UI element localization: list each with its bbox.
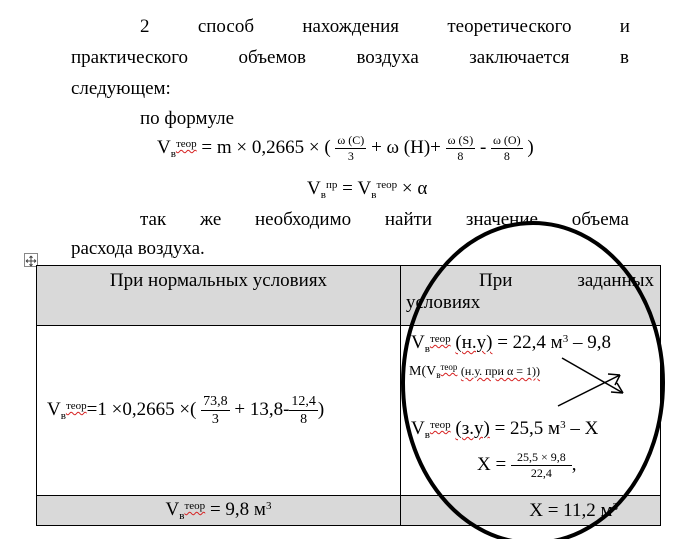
word: необходимо (254, 209, 352, 230)
formula-v: V (157, 136, 171, 158)
formula-part: – 9,8 (572, 332, 611, 353)
formula-sup: теор (65, 399, 87, 412)
word: способ (197, 16, 254, 37)
word: практического (71, 47, 189, 68)
word: объемов (238, 47, 306, 68)
formula-v: V (47, 398, 61, 420)
highlight-circle (403, 223, 663, 539)
formula-sup: теор (440, 362, 458, 372)
formula-part: = 25,5 м (494, 418, 561, 439)
word: в (620, 47, 629, 68)
formula-sub: в (320, 189, 326, 201)
denominator: 3 (347, 149, 354, 163)
formula-v: V (411, 332, 425, 353)
formula-mid: + ω (H)+ (371, 136, 441, 158)
formula-part: X = 11,2 м (529, 499, 613, 521)
numerator: ω (O) (493, 133, 521, 147)
formula-v: V (165, 499, 180, 520)
word: 2 (140, 16, 150, 37)
numerator: 12,4 (291, 394, 316, 409)
formula-sup: теор (429, 419, 451, 431)
word: и (619, 16, 630, 37)
formula-sup: теор (376, 179, 398, 191)
formula-sup: теор (175, 137, 197, 150)
formula-part: , (571, 453, 577, 475)
numerator: ω (S) (447, 133, 474, 147)
paragraph-line-3: следующем: (71, 78, 171, 99)
formula-part: – X (570, 418, 599, 439)
numerator: ω (C) (337, 133, 365, 147)
formula-part: (н.у. при α = 1)) (460, 364, 541, 378)
paragraph-line-4: по формуле (140, 108, 235, 129)
word: При (479, 270, 513, 291)
formula-sub: в (424, 429, 430, 441)
formula-exp: 3 (560, 419, 566, 431)
formula-sub: в (60, 409, 66, 422)
word: воздуха (356, 47, 419, 68)
paragraph2-line-2: расхода воздуха. (71, 238, 205, 259)
denominator: 8 (300, 412, 308, 427)
word: теоретического (447, 16, 572, 37)
word: так (140, 209, 167, 230)
word: значение (465, 209, 538, 230)
denominator: 22,4 (530, 466, 552, 480)
denominator: 8 (503, 149, 510, 163)
formula-nu: (н.у) (455, 332, 493, 353)
formula-sup: пр (325, 179, 338, 191)
word: же (199, 209, 222, 230)
formula-minus: - (479, 136, 487, 158)
formula-exp: 3 (265, 500, 272, 512)
formula-sup: теор (184, 500, 206, 512)
header-right-line2: условиях (406, 292, 481, 313)
formula-part: ) (317, 398, 325, 420)
formula-sup: теор (429, 333, 451, 345)
formula-exp: 3 (562, 333, 569, 345)
word: найти (384, 209, 433, 230)
denominator: 3 (211, 412, 219, 427)
formula-sub: в (179, 510, 185, 522)
word: нахождения (302, 16, 400, 37)
formula-part: = 9,8 м (209, 499, 266, 520)
formula-eq: = m × 0,2665 × ( (201, 136, 331, 158)
denominator: 8 (457, 149, 464, 163)
word: заключается (469, 47, 570, 68)
formula-part: + 13,8- (234, 398, 290, 420)
formula-part: =1 ×0,2665 ×( (86, 398, 197, 420)
formula-part: X = (477, 453, 507, 475)
numerator: 25,5 × 9,8 (511, 450, 572, 466)
formula-sub: в (424, 343, 430, 355)
numerator: 73,8 (203, 394, 228, 409)
word: объема (571, 209, 629, 230)
header-left-text: При нормальных условиях (109, 270, 328, 291)
cross-arrows-icon (558, 358, 623, 406)
formula-exp: 3 (612, 500, 618, 513)
formula-v: V (411, 418, 425, 439)
formula-part: = 22,4 м (497, 332, 563, 353)
formula-m: M(V (409, 364, 437, 379)
formula-tail: × α (401, 178, 428, 199)
formula-zu: (з.у) (455, 418, 490, 439)
word: заданных (577, 270, 654, 291)
formula-sub: в (371, 189, 377, 201)
formula-sub: в (170, 147, 176, 160)
formula-close: ) (527, 136, 534, 158)
formula-sub: в (436, 370, 441, 380)
formula-v: V (307, 178, 321, 199)
formula-eq: = V (342, 178, 372, 199)
